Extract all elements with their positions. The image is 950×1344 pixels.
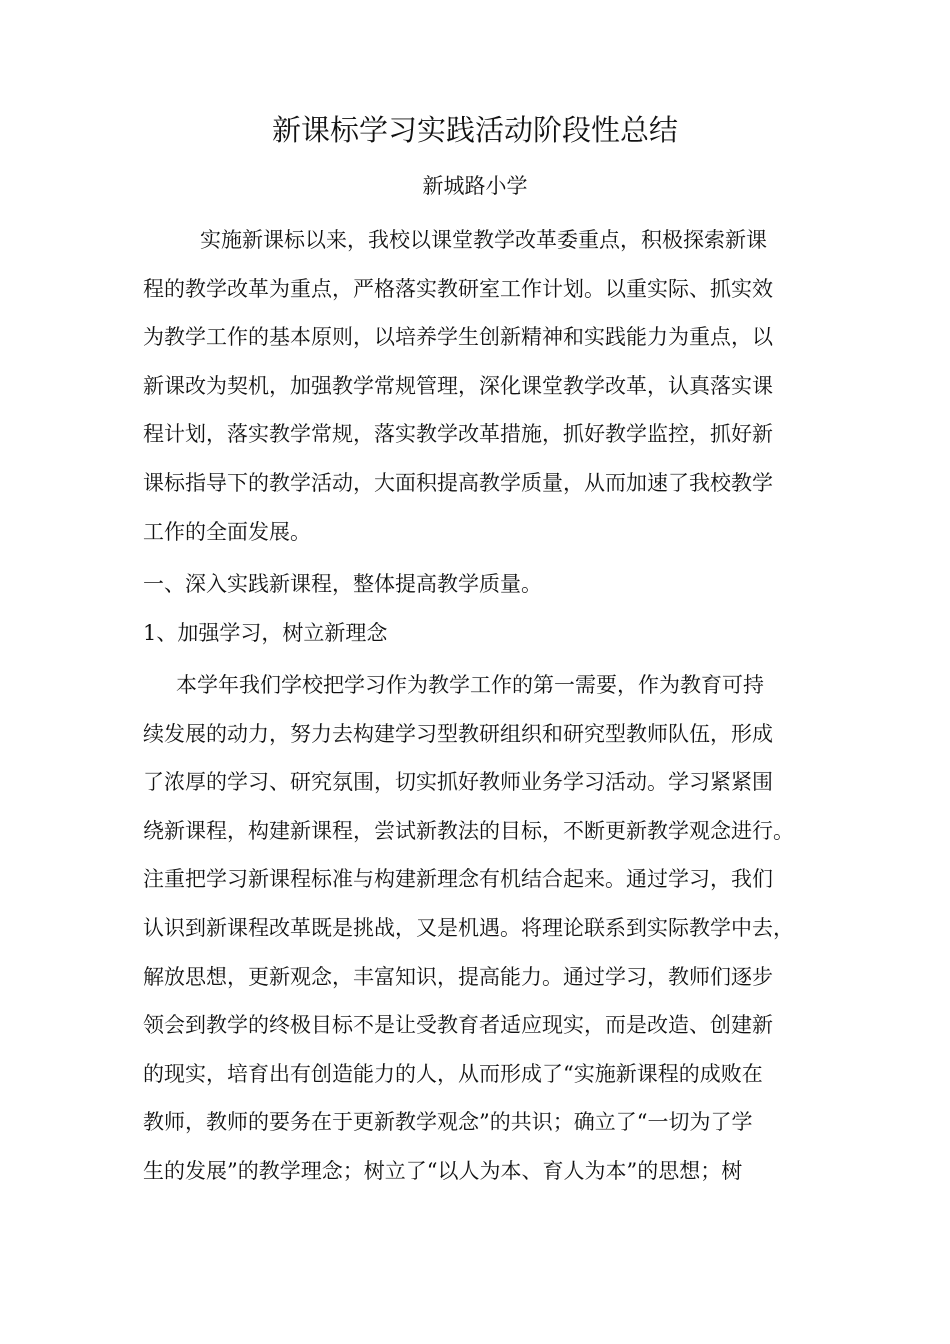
paragraph-line: 程计划，落实教学常规，落实教学改革措施，抓好教学监控，抓好新 [143, 422, 773, 447]
paragraph-line: 新课改为契机，加强教学常规管理，深化课堂教学改革，认真落实课 [143, 373, 773, 398]
paragraph-line: 了浓厚的学习、研究氛围，切实抓好教师业务学习活动。学习紧紧围 [143, 770, 773, 795]
paragraph-line: 程的教学改革为重点，严格落实教研室工作计划。以重实际、抓实效 [143, 276, 773, 301]
subsection-heading: 1、加强学习，树立新理念 [143, 621, 388, 645]
paragraph-line: 注重把学习新课程标准与构建新理念有机结合起来。通过学习，我们 [143, 867, 773, 892]
paragraph-line: 续发展的动力，努力去构建学习型教研组织和研究型教师队伍，形成 [143, 721, 773, 746]
paragraph-line: 领会到教学的终极目标不是让受教育者适应现实，而是改造、创建新 [143, 1013, 773, 1038]
section-heading: 一、深入实践新课程，整体提高教学质量。 [143, 572, 542, 596]
paragraph-line: 课标指导下的教学活动，大面积提高教学质量，从而加速了我校教学 [143, 470, 773, 495]
document-title: 新课标学习实践活动阶段性总结 [271, 113, 678, 147]
paragraph-line: 本学年我们学校把学习作为教学工作的第一需要，作为教育可持 [176, 673, 764, 697]
intro-paragraph [143, 216, 807, 556]
paragraph-line: 绕新课程，构建新课程，尝试新教法的目标，不断更新教学观念进行。 [143, 818, 794, 843]
paragraph-line: 认识到新课程改革既是挑战，又是机遇。将理论联系到实际教学中去， [143, 915, 794, 940]
school-name: 新城路小学 [422, 174, 528, 198]
paragraph-line: 工作的全面发展。 [143, 519, 311, 544]
paragraph-line: 生的发展”的教学理念；树立了“以人为本、育人为本”的思想；树 [143, 1158, 743, 1183]
paragraph-line: 教师，教师的要务在于更新教学观念”的共识；确立了“一切为了学 [143, 1110, 753, 1135]
body-paragraph [143, 661, 807, 1196]
paragraph-line: 的现实，培育出有创造能力的人，从而形成了“实施新课程的成败在 [143, 1061, 763, 1086]
paragraph-line: 为教学工作的基本原则，以培养学生创新精神和实践能力为重点，以 [143, 325, 773, 350]
paragraph-line: 解放思想，更新观念，丰富知识，提高能力。通过学习，教师们逐步 [143, 964, 773, 989]
paragraph-line: 实施新课标以来，我校以课堂教学改革委重点，积极探索新课 [200, 228, 767, 252]
